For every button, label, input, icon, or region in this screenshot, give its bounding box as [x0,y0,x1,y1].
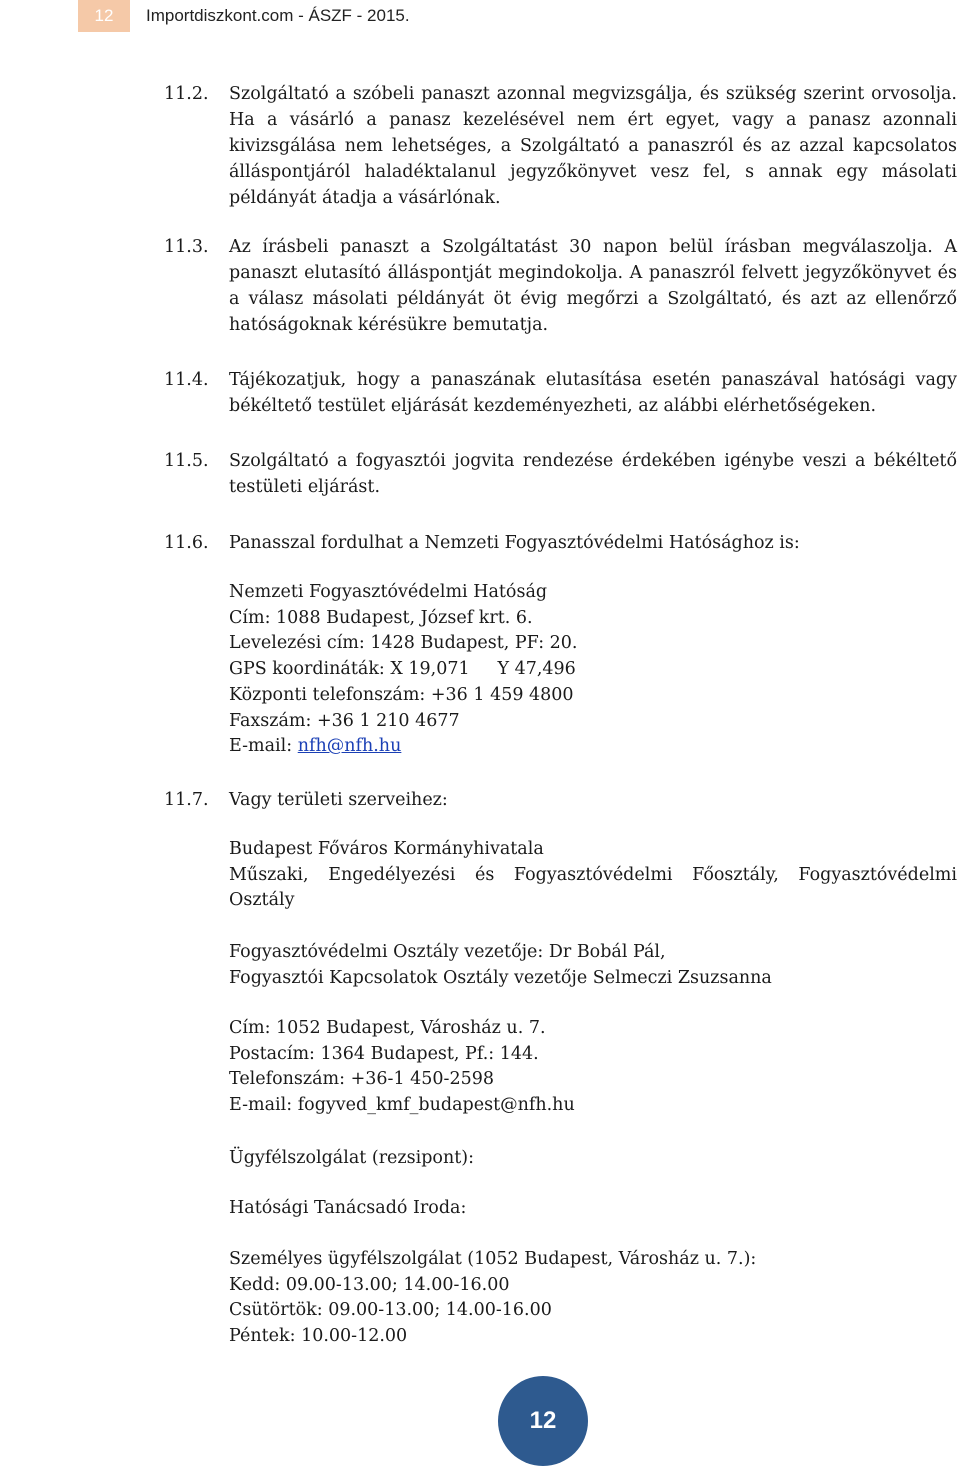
header-title: Importdiszkont.com - ÁSZF - 2015. [146,6,410,25]
postal-address-line: Levelezési cím: 1428 Budapest, PF: 20. [229,633,578,654]
department-name: Műszaki, Engedélyezési és Fogyasztóvédelmi Főosztály, Fogyasztóvédelmi Osztály [229,864,957,911]
hours-friday: Péntek: 10.00-12.00 [229,1326,408,1347]
email-link[interactable]: nfh@nfh.hu [297,736,402,757]
page-header [0,0,960,34]
address-line: Cím: 1052 Budapest, Városház u. 7. [229,1018,546,1038]
section-number: 11.2. [164,84,209,104]
head-line-2: Fogyasztói Kapcsolatok Osztály vezetője Selmeczi Zsuzsanna [229,967,772,988]
advisory-office-heading [229,1196,957,1222]
customer-service-label: Ügyfélszolgálat (rezsipont): [229,1148,474,1168]
section-text: Tájékozatjuk, hogy a panaszának elutasítása esetén panaszával hatósági vagy békéltető testület eljárását kezdeményezheti, az alábbi elérhetőségeken. [229,370,957,416]
hours-tuesday: Kedd: 09.00-13.00; 14.00-16.00 [229,1274,510,1295]
email-label: E-mail: [229,736,298,757]
section-number: 11.7. [164,790,209,810]
fax-line: Faxszám: +36 1 210 4677 [229,710,460,731]
section-text: Az írásbeli panaszt a Szolgáltatást 30 napon belül írásban megválaszolja. A panaszt elutasító álláspontját megindokolja. A panaszról felvett jegyzőkönyvet és a válasz másolati példányát öt évig megőrzi a Szolgáltató, és azt az ellenőrző hatóságoknak kérésükre bemutatja. [229,237,957,335]
hours-thursday: Csütörtök: 09.00-13.00; 14.00-16.00 [229,1300,552,1321]
section-text: Szolgáltató a szóbeli panaszt azonnal megvizsgálja, és szükség szerint orvosolja. Ha a vásárló a panasz kezelésével nem ért egyet, vagy a panasz azonnali kivizsgálása nem lehetséges, a Szolgáltató a panaszról és az azzal kapcsolatos álláspontjáról haladéktalanul jegyzőkönyvet vesz fel, s annak egy másolati példányát átadja a vásárlónak. [229,84,957,208]
section-number: 11.5. [164,451,209,471]
office-name: Budapest Főváros Kormányhivatala [229,839,544,859]
section-number: 11.6. [164,533,209,553]
phone-line: Központi telefonszám: +36 1 459 4800 [229,684,574,705]
section-number: 11.4. [164,370,209,390]
phone-line: Telefonszám: +36-1 450-2598 [229,1069,494,1090]
regional-office-block [229,837,957,914]
email-line: E-mail: fogyved_kmf_budapest@nfh.hu [229,1095,575,1116]
opening-hours-block [229,1247,957,1350]
customer-service-heading [229,1146,957,1172]
authority-name: Nemzeti Fogyasztóvédelmi Hatóság [229,582,548,602]
section-text: Panasszal fordulhat a Nemzeti Fogyasztóvédelmi Hatósághoz is: [229,533,800,553]
personal-service-line: Személyes ügyfélszolgálat (1052 Budapest, Városház u. 7.): [229,1249,757,1269]
address-line: Cím: 1088 Budapest, József krt. 6. [229,607,533,628]
header-page-number: 12 [78,0,130,32]
section-text: Szolgáltató a fogyasztói jogvita rendezése érdekében igénybe veszi a békéltető testületi eljárást. [229,451,957,497]
regional-contact-block [229,1016,957,1119]
heads-block [229,940,957,991]
postal-address-line: Postacím: 1364 Budapest, Pf.: 144. [229,1043,539,1064]
advisory-office-label: Hatósági Tanácsadó Iroda: [229,1198,467,1218]
footer-page-number: 12 [498,1376,588,1466]
email-line [229,734,957,760]
nfh-address-block [229,580,957,760]
section-number: 11.3. [164,237,209,257]
gps-line: GPS koordináták: X 19,071 Y 47,496 [229,659,576,680]
head-line-1: Fogyasztóvédelmi Osztály vezetője: Dr Bobál Pál, [229,942,666,962]
section-text: Vagy területi szerveihez: [229,790,448,810]
